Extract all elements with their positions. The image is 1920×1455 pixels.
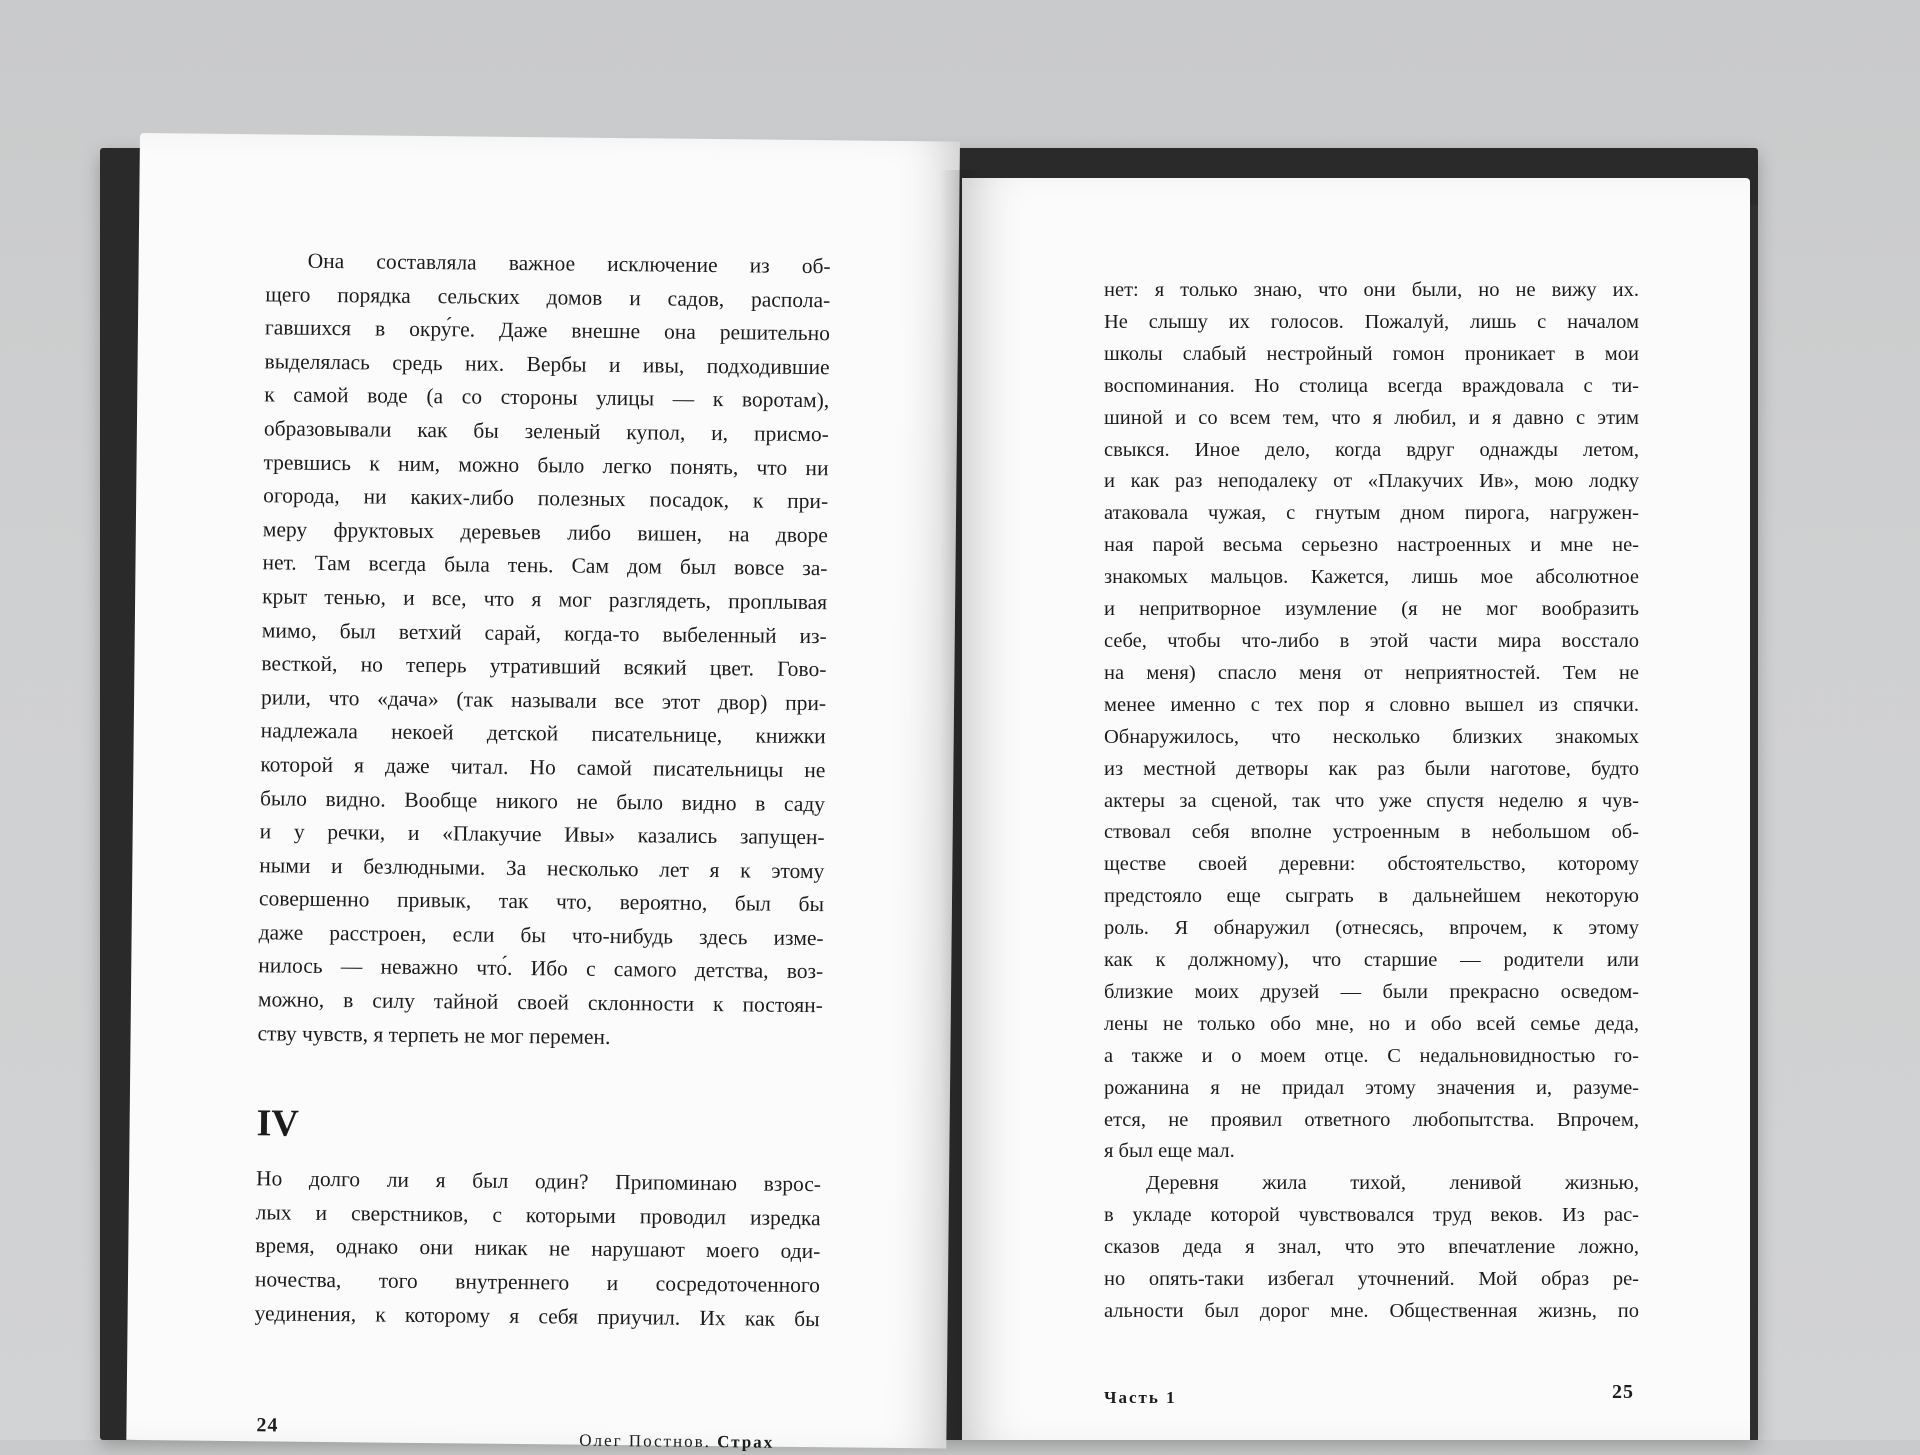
left-paragraph-1 — [257, 244, 830, 1056]
text-line: мимо, был ветхий сарай, когда-то выбеленный из- — [261, 617, 827, 648]
text-line: роль. Я обнаружил (отнесясь, впрочем, к этому — [1104, 917, 1639, 940]
text-line: рожанина я не придал этому значения и, разуме- — [1104, 1076, 1639, 1099]
right-paragraph-2 — [1104, 1168, 1639, 1328]
text-line: в укладе которой чувствовался труд веков. Из рас- — [1104, 1204, 1639, 1227]
text-line: можно, в силу тайной своей склонности к постоян- — [257, 987, 824, 1018]
text-line: уединения, к которому я себя приучил. Их как бы — [254, 1300, 820, 1331]
left-page — [126, 133, 960, 1452]
text-line: щего порядка сельских домов и садов, распола- — [265, 281, 831, 312]
text-line: весткой, но теперь утративший всякий цвет. Гово- — [261, 651, 827, 682]
running-head-right: Часть 1 — [1104, 1388, 1177, 1407]
text-line: знакомых мальцов. Кажется, лишь мое абсолютное — [1104, 566, 1639, 589]
chapter-heading: IV — [256, 1102, 300, 1145]
text-line: на меня) спасло меня от неприятностей. Тем не — [1104, 661, 1639, 684]
text-line: и как раз неподалеку от «Плакучих Ив», мою лодку — [1104, 470, 1639, 493]
text-line: время, однако они никак не нарушают моего оди- — [255, 1233, 821, 1264]
text-line: ству чувств, я терпеть не мог перемен. — [257, 1020, 611, 1049]
text-line: крыт тенью, и все, что я мог разглядеть, проплывая — [262, 584, 828, 615]
running-head-left — [579, 1431, 774, 1453]
text-line: нет: я только знаю, что они были, но не вижу их. — [1104, 279, 1639, 301]
text-line: рили, что «дача» (так называли все этот двор) при- — [260, 685, 827, 715]
text-line: а также и о моем отце. С недальновидностью го- — [1104, 1044, 1639, 1067]
running-author: Олег Постнов. — [579, 1430, 712, 1452]
text-line: Деревня жила тихой, ленивой жизнью, — [1146, 1172, 1639, 1195]
text-line: лых и сверстников, с которыми проводил изредка — [255, 1200, 821, 1231]
left-page-body — [254, 244, 830, 1336]
page-number-right: 25 — [1612, 1381, 1634, 1403]
text-line: ночества, того внутреннего и сосредоточенного — [254, 1267, 821, 1298]
right-page — [962, 178, 1750, 1440]
left-paragraph-2 — [254, 1163, 821, 1337]
text-line: Но долго ли я был один? Припоминаю взрос- — [255, 1166, 822, 1197]
text-line: воспоминания. Но столица всегда враждовала с ти- — [1104, 374, 1639, 397]
text-line: близкие моих друзей — были прекрасно осведом- — [1104, 980, 1639, 1003]
text-line: из местной детворы как раз были наготове, будто — [1104, 757, 1639, 780]
text-line: ными и безлюдными. За несколько лет я к этому — [259, 852, 825, 883]
text-line: лены не только обо мне, но и обо всей семье деда, — [1104, 1012, 1639, 1035]
text-line: нилось — неважно что́. Ибо с самого детства, воз- — [258, 953, 824, 984]
text-line: ется, не проявил ответного любопытства. Впрочем, — [1104, 1108, 1639, 1131]
right-paragraph-1 — [1104, 275, 1639, 1168]
text-line: шиной и со всем тем, что я любил, и я давно с этим — [1104, 406, 1639, 429]
right-page-body — [1104, 275, 1639, 1328]
text-line: и непритворное изумление (я не мог вообразить — [1104, 598, 1639, 621]
text-line: тревшись к ним, можно было легко понять, что ни — [263, 449, 829, 480]
text-line: я был еще мал. — [1104, 1140, 1235, 1163]
text-line: образовывали как бы зеленый купол, и, присмо- — [263, 416, 830, 447]
text-line: совершенно привык, так что, вероятно, был бы — [258, 886, 825, 917]
text-line: менее именно с тех пор я словно вышел из спячки. — [1104, 693, 1639, 716]
text-line: даже расстроен, если бы что-нибудь здесь изме- — [258, 920, 824, 951]
text-line: но опять-таки избегал уточнений. Мой образ ре- — [1104, 1268, 1639, 1291]
text-line: сказов деда я знал, что это впечатление ложно, — [1104, 1236, 1639, 1259]
text-line: атаковала чужая, с гнутым дном пирога, нагружен- — [1104, 502, 1639, 525]
text-line: огорода, ни каких-либо полезных посадок, к при- — [263, 483, 829, 514]
text-line: Она составляла важное исключение из об- — [307, 248, 831, 279]
text-line: ществе своей деревни: обстоятельство, которому — [1104, 853, 1639, 876]
text-line: Обнаружилось, что несколько близких знакомых — [1104, 725, 1639, 748]
text-line: меру фруктовых деревьев либо вишен, на дворе — [262, 517, 828, 547]
text-line: надлежала некоей детской писательнице, книжки — [260, 718, 826, 749]
text-line: ная парой весьма серьезно настроенных и мне не- — [1104, 534, 1639, 557]
page-number-left: 24 — [256, 1414, 279, 1437]
running-title: Страх — [717, 1432, 775, 1452]
text-line: свыкся. Иное дело, когда вдруг однажды летом, — [1104, 438, 1639, 461]
text-line: школы слабый нестройный гомон проникает в мои — [1104, 342, 1639, 365]
text-line: было видно. Вообще никого не было видно в саду — [259, 785, 826, 816]
text-line: ствовал себя вполне устроенным в небольшом об- — [1104, 821, 1639, 844]
text-line: выделялась средь них. Вербы и ивы, подходившие — [264, 349, 830, 380]
text-line: гавшихся в окру́ге. Даже внешне она решительно — [264, 315, 831, 346]
text-line: предстояло еще сыграть в дальнейшем некоторую — [1104, 885, 1639, 908]
text-line: нет. Там всегда была тень. Сам дом был вовсе за- — [262, 550, 828, 581]
text-line: актеры за сценой, так что уже спустя неделю я чув- — [1104, 789, 1639, 812]
text-line: к самой воде (а со стороны улицы — к воротам), — [264, 382, 830, 413]
text-line: которой я даже читал. Но самой писательницы не — [260, 752, 826, 783]
text-line: себе, чтобы что-либо в этой части мира восстало — [1104, 629, 1639, 652]
text-line: Не слышу их голосов. Пожалуй, лишь с началом — [1104, 310, 1639, 333]
text-line: как к должному), что старшие — родители или — [1104, 949, 1639, 972]
text-line: и у речки, и «Плакучие Ивы» казались запущен- — [259, 819, 825, 850]
text-line: альности был дорог мне. Общественная жизнь, по — [1104, 1300, 1639, 1322]
